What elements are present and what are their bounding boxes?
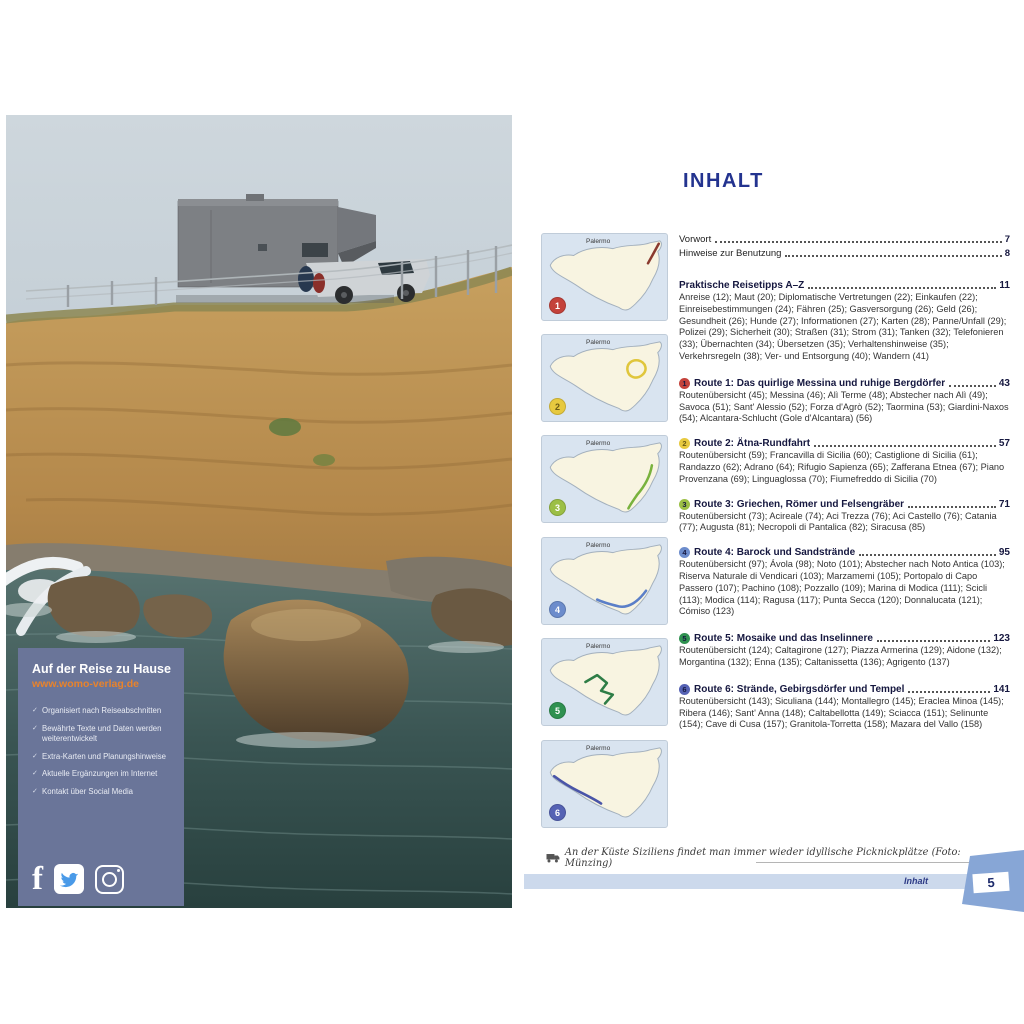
toc-heading-route-1: 1 Route 1: Das quirlige Messina und ruhige Bergdörfer 43 [679,378,1010,389]
toc-heading-route-3: 3 Route 3: Griechen, Römer und Felsengräber 71 [679,499,1010,510]
route-4-badge: 4 [679,547,690,558]
cover-photo-page [6,115,512,908]
toc-detail: Routenübersicht (73); Acireale (74); Aci Trezza (76); Aci Castello (76); Catania (77); Augusta (81); Necropoli di Pantalica (82); Siracusa (85) [679,510,997,533]
page-title: INHALT [683,170,764,192]
footer-bar: Inhalt [524,874,976,889]
instagram-icon [95,865,124,894]
toc-heading-reisetipps: Praktische Reisetipps A–Z 11 [679,280,1010,291]
toc-detail: Routenübersicht (97); Ávola (98); Noto (101); Abstecher nach Noto Antica (103); Riserva Naturale di Vendicari (103); Marzamemi (105); Portopalo di Capo Passero (107); Pachino (108); Pozzallo (109); Marina di Modica (111); Scicli (113); Modica (114); Ragusa (117); Punta Secca (120); Donnalucata (121); Cómiso (123) [679,559,1005,617]
map-city-label: Palermo [586,745,611,752]
check-icon: ✓ [32,752,38,760]
dot-leader [908,691,990,693]
check-icon: ✓ [32,770,38,778]
route-number-badge: 5 [549,702,566,719]
promo-bullet: ✓ Organisiert nach Reiseabschnitten [32,706,162,716]
route-number-badge: 1 [549,297,566,314]
route-number-badge: 2 [549,398,566,415]
route-5-badge: 5 [679,633,690,644]
dot-leader [814,445,996,447]
toc-row-vorwort: Vorwort 7 [679,234,1010,245]
toc-detail: Anreise (12); Maut (20); Diplomatische Vertretungen (22); Einkaufen (22); Einreisebestimmungen (24); Fähren (25); Gasversorgung (26); Geld (26); Gesundheit (26); Hunde (27); Informationen (27); Karten (28); Panne/Unfall (29); Polizei (29); Sicherheit (30); Straßen (31); Strom (31); Tanken (32); Telefonieren (33); Übernachten (34); Übersetzen (35); Verhaltenshinweise (35); Verkehrsregeln (38); Ver- und Entsorgung (40); Wandern (41) [679,292,1007,361]
route-6-badge: 6 [679,684,690,695]
promo-box [18,648,184,906]
dot-leader [785,255,1001,257]
dot-leader [949,385,996,387]
route-number-badge: 6 [549,804,566,821]
dot-leader [908,506,996,508]
route-map-2 [541,334,668,422]
route-number-badge: 3 [549,499,566,516]
route-map-6 [541,740,668,828]
route-map-4 [541,537,668,625]
check-icon: ✓ [32,707,38,715]
toc-detail: Routenübersicht (124); Caltagirone (127); Piazza Armerina (129); Aidone (132); Morgantina (132); Enna (135); Caltanissetta (136); Agrigento (137) [679,645,1002,667]
map-city-label: Palermo [586,440,611,447]
map-city-label: Palermo [586,542,611,549]
check-icon: ✓ [32,787,38,795]
toc-detail: Routenübersicht (45); Messina (46); Alì Terme (48); Abstecher nach Alì (49); Savoca (51); Sant' Alessio (52); Forza d'Agrò (52); Taormina (53); Giardini-Naxos (54); Alcantara-Schlucht (Gole d'Alcantara) (56) [679,389,1009,424]
table-of-contents [679,231,1010,731]
dot-leader [859,554,996,556]
bush [269,418,301,436]
route-2-badge: 2 [679,438,690,449]
promo-bullet: ✓ Extra-Karten und Planungshinweise [32,751,166,761]
camper-icon [546,853,560,863]
twitter-icon [54,864,84,894]
promo-bullet-list [32,706,172,797]
route-3-badge: 3 [679,499,690,510]
map-city-label: Palermo [586,238,611,245]
promo-title: Auf der Reise zu Hause [32,662,171,676]
page-number-tab [956,849,1024,913]
check-icon: ✓ [32,724,38,732]
facebook-icon: f [32,861,43,897]
promo-bullet: ✓ Aktuelle Ergänzungen im Internet [32,769,158,779]
promo-bullet: ✓ Kontakt über Social Media [32,786,134,796]
toc-heading-route-6: 6 Route 6: Strände, Gebirgsdörfer und Tempel 141 [679,684,1010,695]
bush [313,454,335,466]
toc-detail: Routenübersicht (143); Siculiana (144); Montallegro (145); Eraclea Minoa (145); Ribera (146); Sant' Anna (148); Caltabellotta (149); Sciacca (151); Selinunte (154); Cave di Cusa (157); Granitola-Torretta (158); Mazara del Vallo (158) [679,695,1004,730]
route-map-3 [541,435,668,523]
route-number-badge: 4 [549,601,566,618]
map-city-label: Palermo [586,339,611,346]
dot-leader [715,241,1001,243]
toc-heading-route-2: 2 Route 2: Ätna-Rundfahrt 57 [679,438,1010,449]
route-1-badge: 1 [679,378,690,389]
photo-caption: An der Küste Siziliens findet man immer wieder idyllische Picknickplätze (Foto: Münzing) [546,847,1008,869]
route-map-1 [541,233,668,321]
route-map-5 [541,638,668,726]
toc-heading-route-4: 4 Route 4: Barock und Sandstrände 95 [679,547,1010,558]
dot-leader [808,287,996,289]
toc-row-hinweise: Hinweise zur Benutzung 8 [679,248,1010,259]
page-number: 5 [972,872,1009,893]
promo-bullet: ✓ Bewährte Texte und Daten werden weiterentwickelt [32,723,162,744]
map-city-label: Palermo [586,643,611,650]
dot-leader [877,640,990,642]
promo-url: www.womo-verlag.de [32,678,139,691]
toc-detail: Routenübersicht (59); Francavilla di Sicilia (60); Castiglione di Sicilia (61); Randazzo (62); Adrano (64); Rifugio Sapienza (65); Zafferana Etnea (67); Piano Provenzana (69); Linguaglossa (70); Fiumefreddo di Sicilia (70) [679,450,1005,484]
toc-heading-route-5: 5 Route 5: Mosaike und das Inselinnere 123 [679,633,1010,644]
social-icons [32,861,124,897]
